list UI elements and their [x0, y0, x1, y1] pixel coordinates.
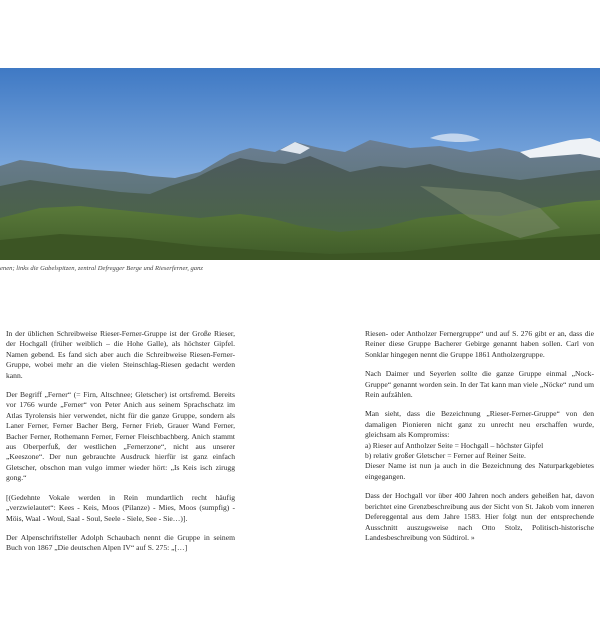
- paragraph: Riesen- oder Antholzer Fernergruppe“ und auf S. 276 gibt er an, dass die Reiner diese Gruppe Bacherer Gebirge genannt haben sollen. Carl von Sonklar hingegen nennt die Gruppe 1861 Antholzergruppe.: [365, 329, 594, 359]
- compromise-list: [365, 441, 594, 483]
- photo-caption: enen; links die Gabelspitzen, zentral Defregger Berge und Rieserferner, ganz: [0, 265, 203, 272]
- paragraph: In der üblichen Schreibweise Rieser-Ferner-Gruppe ist der Große Rieser, der Hochgall (früher weiblich – die Hohe Galle), als höchster Gipfel. Namen gebend. Es fand sich aber auch die Schreibweise Riesen-Ferner-Gruppe, wobei mehr an die vielen Steinschlag-Riesen gedacht werden kann.: [6, 329, 235, 380]
- paragraph: Dass der Hochgall vor über 400 Jahren noch anders geheißen hat, davon berichtet eine Grenzbeschreibung aus der Sicht von St. Jakob vom inneren Defereggental aus dem Jahre 1583. Hier folgt nun der entsprechende Ausschnitt auszugsweise nach Otto Stolz, Politisch-historische Landesbeschreibung von Südtirol. »: [365, 491, 594, 542]
- paragraph: Der Begriff „Ferner“ (= Firn, Altschnee; Gletscher) ist ortsfremd. Bereits vor 1766 wurde „Ferner“ von Peter Anich aus seinem Sprachschatz im Atlas Tyrolensis hier verwendet, nicht für die ganze Gruppe, sondern als Laner Ferner, Ferner Bacher Berg, Ferner Frieb, Grauer Wand Ferner, Bacher Ferner, Rothemann Ferner, Ferner Fleischbachberg. Anich stammt aus Oberperfuß, der westlichen „Fernerzone“, nicht aus unserer „Keeszone“. Der nun gebrauchte Ausdruck hierfür ist ganz einfach Gletscher, obschon man vulgo immer wieder hört: „Is Keis isch zirugg gong.“: [6, 390, 235, 483]
- paragraph: [(Gedehnte Vokale werden in Rein mundartlich recht häufig „verzwielautet“: Kees - Keis, Moos (Pilanze) - Mies, Moos (sumpfig) - Möis, Waal - Woul, Saal - Soul, Seele - Siele, See - Sie…)].: [6, 492, 235, 523]
- paragraph: Man sieht, dass die Bezeichnung „Rieser-Ferner-Gruppe“ von den damaligen Pionieren nicht ganz zu unrecht neu erschaffen wurde, gleichsam als Kompromiss:: [365, 409, 594, 440]
- left-text-column: [6, 329, 235, 563]
- list-item: Dieser Name ist nun ja auch in die Bezeichnung des Naturparkgebietes eingegangen.: [365, 461, 594, 481]
- mountain-panorama-image: [0, 68, 600, 260]
- list-item: a) Rieser auf Antholzer Seite = Hochgall – höchster Gipfel: [365, 440, 544, 450]
- paragraph: Der Alpenschriftsteller Adolph Schaubach nennt die Gruppe in seinem Buch von 1867 „Die deutschen Alpen IV“ auf S. 275: „[…]: [6, 532, 235, 553]
- right-text-column: [365, 329, 594, 552]
- paragraph: Nach Daimer und Seyerlen sollte die ganze Gruppe einmal „Nock-Gruppe“ genannt worden sein. In der Tat kann man viele „Nöcke“ rund um Rein aufzählen.: [365, 369, 594, 400]
- list-item: b) relativ großer Gletscher = Ferner auf Reiner Seite.: [365, 451, 526, 461]
- mountain-panorama-photo: [0, 68, 600, 260]
